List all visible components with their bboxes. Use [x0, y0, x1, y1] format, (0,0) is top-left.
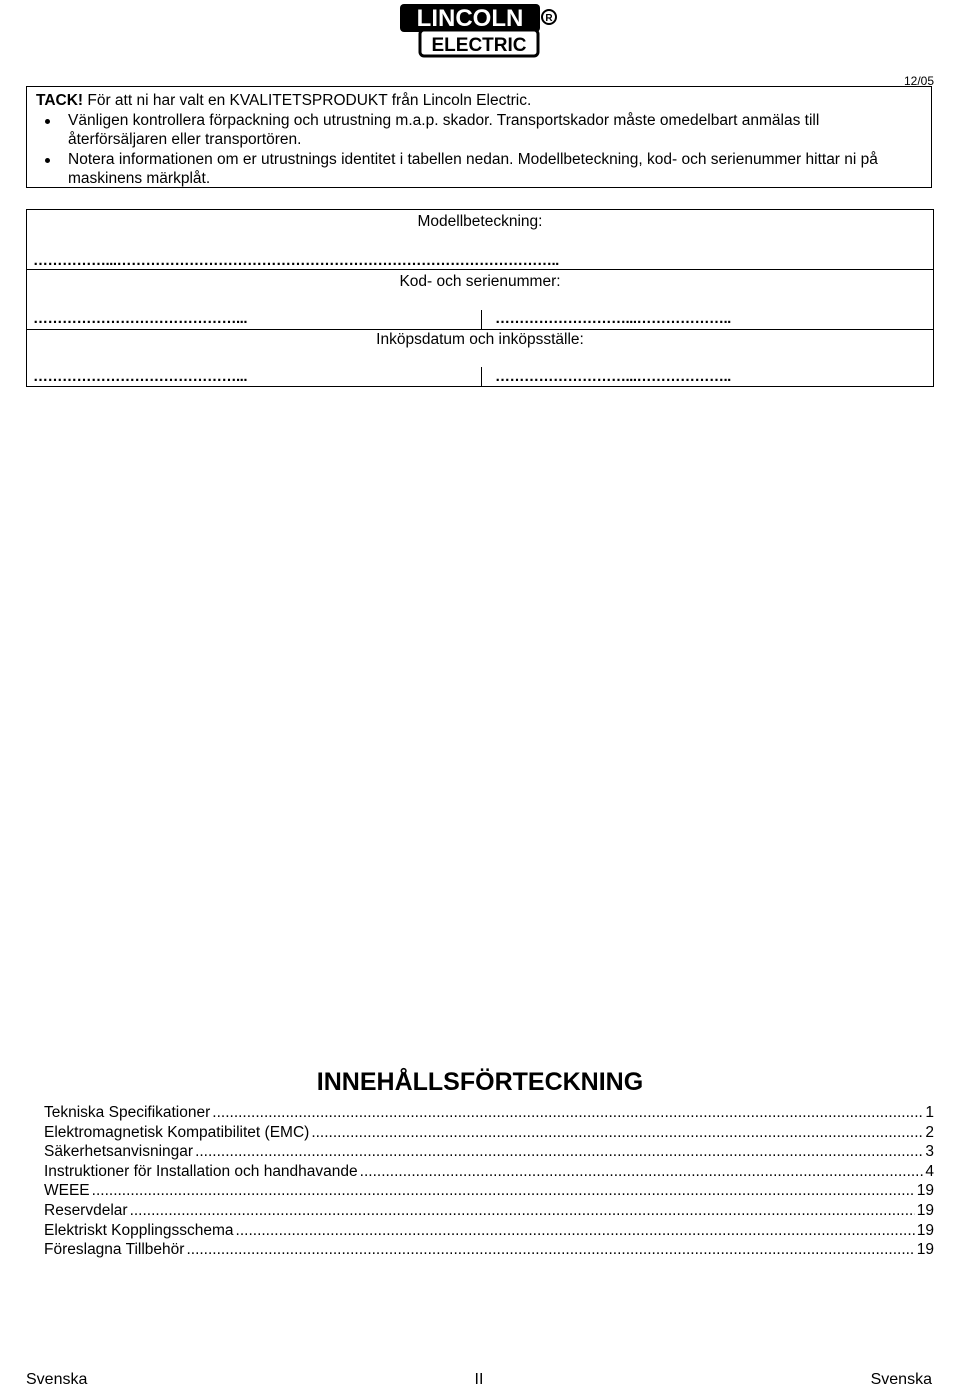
toc-entry-page: 19 [916, 1201, 934, 1219]
notice-bullets [36, 111, 922, 189]
bullet-icon [45, 158, 50, 163]
thanks-line [36, 91, 922, 111]
footer-page-number: II [474, 1371, 484, 1388]
toc-entry[interactable] [44, 1162, 934, 1182]
toc-entry[interactable] [44, 1221, 934, 1241]
toc-entry-label: Föreslagna Tillbehör [44, 1241, 185, 1259]
divider [27, 269, 933, 270]
logo-text-electric: ELECTRIC [431, 35, 527, 56]
toc-entry[interactable] [44, 1103, 934, 1123]
toc-entry[interactable] [44, 1123, 934, 1143]
model-label: Modellbeteckning: [417, 213, 543, 230]
toc-entry-page: 1 [925, 1104, 934, 1121]
leader-dots [130, 1201, 915, 1221]
toc-entry[interactable] [44, 1240, 934, 1260]
table-of-contents [44, 1103, 934, 1260]
registered-mark: R [545, 13, 553, 24]
purchase-entry-place: ………………………...……………….. [495, 368, 731, 385]
serial-entry-code: ……………………………………... [33, 310, 248, 327]
leader-dots [92, 1181, 915, 1201]
leader-dots [311, 1123, 923, 1143]
toc-entry-label: Reservdelar [44, 1201, 128, 1219]
footer-language-left: Svenska [26, 1371, 88, 1388]
notice-bullet: Notera informationen om er utrustnings identitet i tabellen nedan. Modellbeteckning, kod- och serienummer hittar ni på maskinens märkplåt. [36, 150, 922, 189]
toc-entry-page: 19 [916, 1221, 934, 1239]
divider [481, 310, 482, 329]
toc-entry-label: Elektromagnetisk Kompatibilitet (EMC) [44, 1123, 310, 1141]
leader-dots [360, 1162, 924, 1182]
purchase-label: Inköpsdatum och inköpsställe: [376, 331, 584, 348]
serial-label: Kod- och serienummer: [399, 273, 561, 290]
page-footer [26, 1371, 932, 1389]
leader-dots [212, 1103, 923, 1123]
footer-language-right: Svenska [870, 1371, 932, 1388]
notice-bullet: Vänligen kontrollera förpackning och utrustning m.a.p. skador. Transportskador måste omedelbart anmälas till återförsäljaren eller transportören. [36, 111, 922, 150]
logo-text-lincoln: LINCOLN [416, 5, 524, 32]
leader-dots [195, 1142, 923, 1162]
toc-entry[interactable] [44, 1181, 934, 1201]
toc-title: INNEHÅLLSFÖRTECKNING [316, 1068, 644, 1096]
bullet-icon [45, 119, 50, 124]
toc-entry-page: 3 [925, 1143, 934, 1161]
toc-entry-label: Instruktioner för Installation och handhavande [44, 1162, 358, 1180]
divider [481, 367, 482, 387]
identification-table [26, 209, 934, 387]
toc-entry-page: 4 [925, 1162, 934, 1180]
notice-box [26, 86, 932, 188]
toc-entry-label: Säkerhetsanvisningar [44, 1143, 194, 1161]
divider [27, 329, 933, 330]
toc-entry-label: Tekniska Specifikationer [44, 1104, 211, 1121]
toc-entry-label: Elektriskt Kopplingsschema [44, 1221, 234, 1239]
toc-entry[interactable] [44, 1201, 934, 1221]
toc-entry[interactable] [44, 1142, 934, 1162]
lincoln-electric-logo [398, 2, 560, 58]
purchase-entry-date: ……………………………………... [33, 368, 248, 385]
document-date: 12/05 [903, 74, 934, 88]
leader-dots [236, 1221, 915, 1241]
toc-entry-label: WEEE [44, 1182, 90, 1200]
toc-entry-page: 19 [916, 1182, 934, 1200]
thanks-text: För att ni har valt en KVALITETSPRODUKT från Lincoln Electric. [83, 92, 532, 109]
thanks-bold: TACK! [36, 92, 84, 109]
toc-entry-page: 2 [925, 1123, 934, 1141]
leader-dots [186, 1240, 914, 1260]
toc-entry-page: 19 [916, 1241, 934, 1259]
model-entry: ……………...……………………………………………………………………………….. [33, 252, 559, 269]
serial-entry-number: ………………………...……………….. [495, 310, 731, 327]
